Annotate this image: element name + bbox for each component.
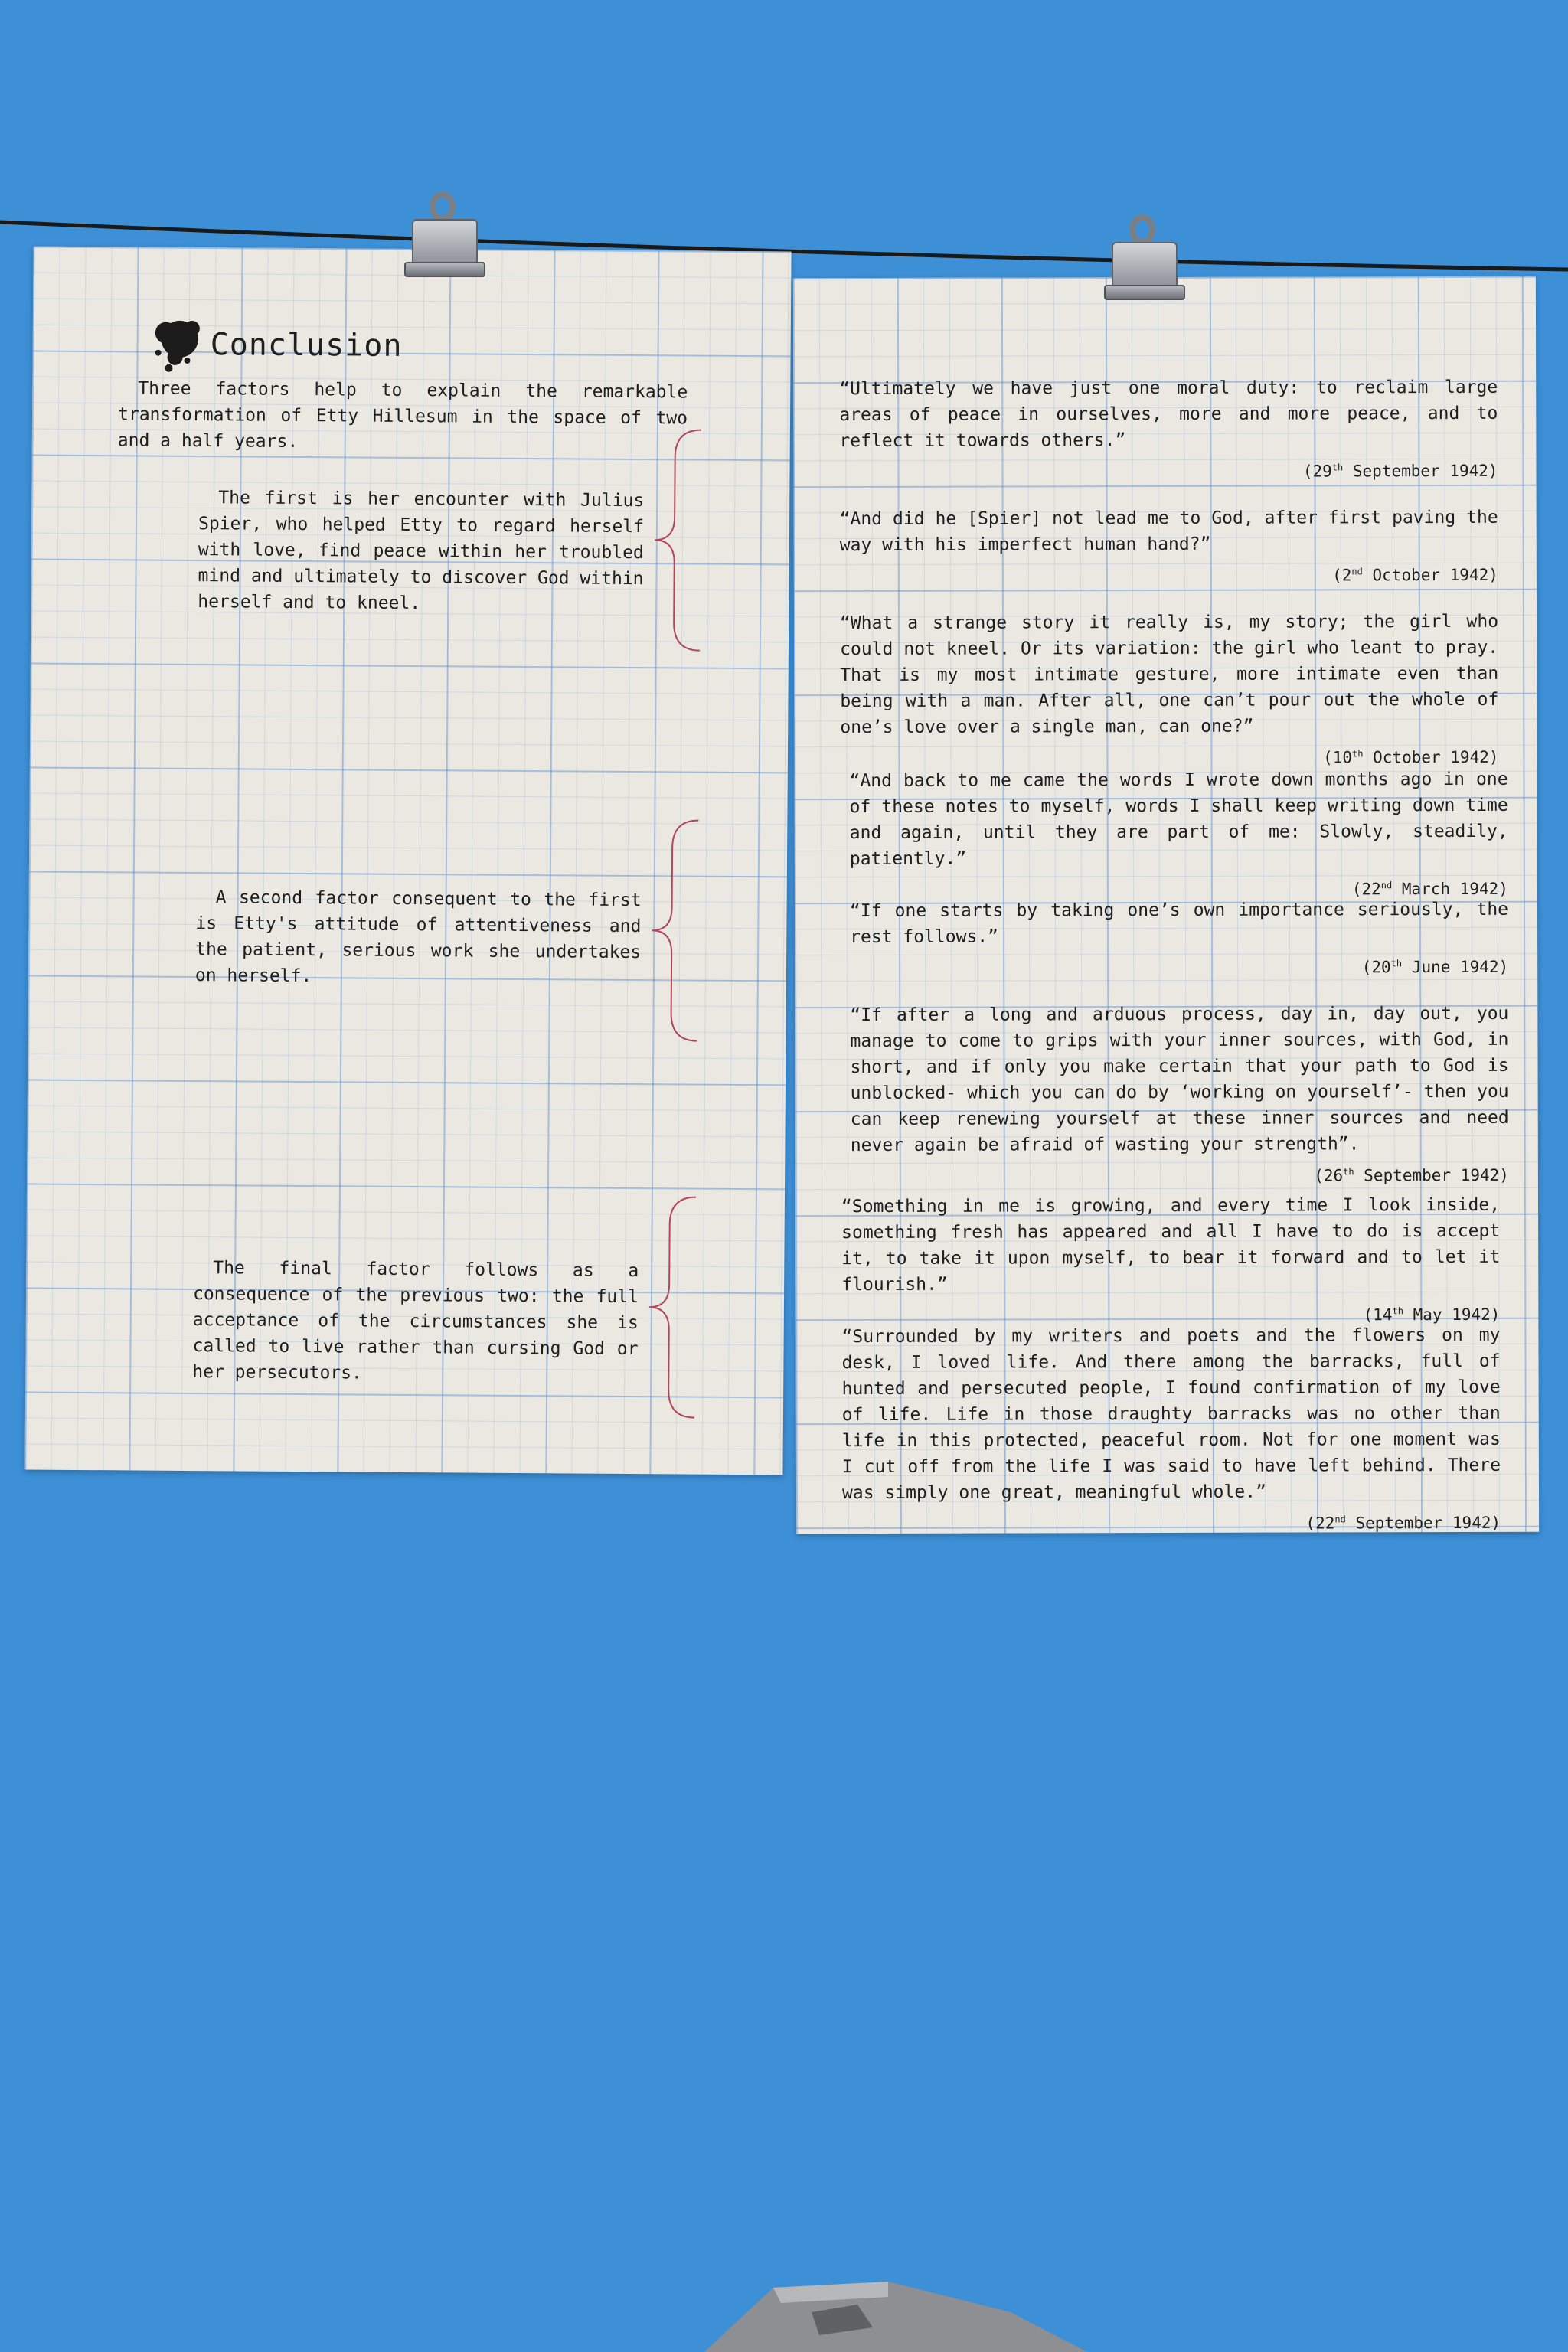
quote-text: “Ultimately we have just one moral duty: to reclaim large areas of peace in ourselves, more and more peace, and to reflect it towards others.” — [839, 377, 1498, 452]
factor-text-1: The first is her encounter with Julius Spier, who helped Etty to regard herself with love, find peace within her troubled mind and ultimately to discover God within herself and to kneel. — [198, 488, 645, 614]
quote-text: “Something in me is growing, and every time I look inside, something fresh has appeared and all I have to do is accept it, to take it upon myself, to bear it forward and to let it flourish.” — [841, 1194, 1501, 1295]
title-row — [147, 310, 402, 381]
partial-object — [658, 2282, 1087, 2352]
brace-2 — [648, 817, 703, 1044]
quote-8 — [841, 1322, 1501, 1534]
clip-body — [1112, 242, 1178, 289]
quote-text: “Surrounded by my writers and poets and the flowers on my desk, I loved life. And there among the barracks, full of hunted and persecuted people, I found confirmation of my love of life. Life in those draughty barracks was no other than life in this protected, peaceful room. Not for one moment was I cut off from the life I was said to have left behind. There was simply one great, meaningful whole.” — [841, 1325, 1501, 1504]
quote-date: (22nd September 1942) — [1305, 1513, 1501, 1533]
quote-date: (2nd October 1942) — [1332, 565, 1498, 585]
clip-jaw — [1104, 285, 1185, 300]
quotes-page — [793, 276, 1539, 1534]
clip-ring — [1129, 214, 1155, 245]
factor-text-3: The final factor follows as a consequence of the previous two: the full acceptance of the circumstances she is called to live rather than cursing God or her persecutors. — [192, 1258, 639, 1383]
ink-blot-icon — [147, 310, 209, 380]
clip-ring — [430, 191, 456, 222]
intro-text: Three factors help to explain the remarkable transformation of Etty Hillesum in the space of two and a half years. — [117, 378, 688, 452]
quote-date: (26th September 1942) — [1314, 1165, 1509, 1185]
quote-date: (10th October 1942) — [1323, 747, 1499, 767]
factor-text-2: A second factor consequent to the first is Etty's attitude of attentiveness and the patient, serious work she undertakes on herself. — [194, 887, 642, 987]
quote-text: “If after a long and arduous process, day in, day out, you manage to come to grips with your inner sources, with God, in short, and if only you make certain that your path to God is unblocked- which you can do by ‘working on yourself’- then you can keep renewing yourself at these inner sources and need never again be afraid of wasting your strength”. — [850, 1003, 1509, 1156]
clip-jaw — [404, 262, 485, 277]
quote-7 — [841, 1192, 1500, 1329]
quote-date: (14th May 1942) — [1363, 1305, 1501, 1325]
quote-6 — [850, 1001, 1509, 1190]
quote-date: (20th June 1942) — [1361, 957, 1509, 977]
page-title: Conclusion — [210, 327, 403, 364]
quote-text: “And did he [Spier] not lead me to God, after first paving the way with his imperfect human hand?” — [839, 507, 1498, 556]
clip-body — [412, 219, 478, 266]
brace-3 — [645, 1194, 701, 1420]
binder-clip-right — [1104, 214, 1188, 306]
binder-clip-left — [404, 191, 488, 283]
quote-date: (29th September 1942) — [1302, 461, 1498, 481]
quote-5 — [850, 897, 1508, 982]
quote-text: “If one starts by taking one’s own importance seriously, the rest follows.” — [849, 899, 1509, 948]
quote-text: “And back to me came the words I wrote down months ago in one of these notes to myself, words I shall keep writing down time and again, until they are part of me: Slowly, steadily, patiently.” — [849, 769, 1508, 870]
brace-1 — [651, 426, 706, 653]
quote-date: (22nd March 1942) — [1351, 879, 1508, 899]
quote-4 — [850, 766, 1508, 903]
quote-text: “What a strange story it really is, my story; the girl who could not kneel. Or its variation: the girl who leant to pray. That is my most intimate gesture, more intimate even than being with a man. After all, one can’t pour out the whole of one’s love over a single man, can one?” — [840, 611, 1499, 738]
quote-1 — [839, 374, 1498, 485]
quote-2 — [840, 505, 1498, 590]
quote-3 — [840, 609, 1499, 772]
conclusion-page — [24, 247, 791, 1475]
